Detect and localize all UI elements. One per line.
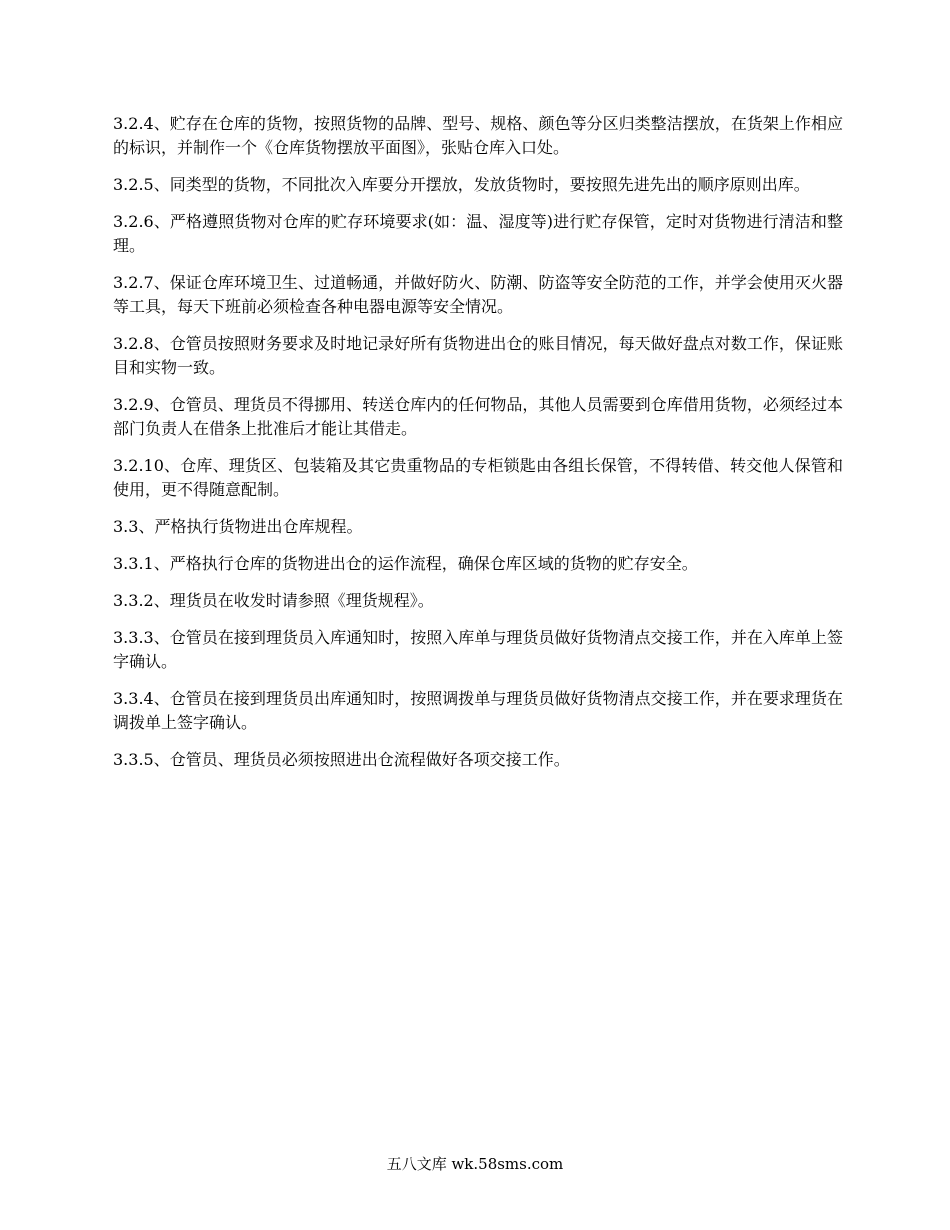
paragraph-3-3-5: 3.3.5、仓管员、理货员必须按照进出仓流程做好各项交接工作。: [113, 750, 570, 769]
paragraph-3-2-4: 3.2.4、贮存在仓库的货物，按照货物的品牌、型号、规格、颜色等分区归类整洁摆放，在货架上作相应的标识，并制作一个《仓库货物摆放平面图》，张贴仓库入口处。: [113, 114, 843, 157]
paragraph-3-2-10: 3.2.10、仓库、理货区、包装箱及其它贵重物品的专柜锁匙由各组长保管，不得转借、转交他人保管和使用，更不得随意配制。: [113, 456, 843, 499]
paragraph-3-2-6: 3.2.6、严格遵照货物对仓库的贮存环境要求(如：温、湿度等)进行贮存保管，定时对货物进行清洁和整理。: [113, 212, 843, 255]
document-body: [113, 112, 843, 785]
paragraph-3-2-7: 3.2.7、保证仓库环境卫生、过道畅通，并做好防火、防潮、防盗等安全防范的工作，并学会使用灭火器等工具，每天下班前必须检查各种电器电源等安全情况。: [113, 273, 843, 316]
paragraph-3-3-4: 3.3.4、仓管员在接到理货员出库通知时，按照调拨单与理货员做好货物清点交接工作，并在要求理货在调拨单上签字确认。: [113, 689, 843, 732]
paragraph-3-2-9: 3.2.9、仓管员、理货员不得挪用、转送仓库内的任何物品，其他人员需要到仓库借用货物，必须经过本部门负责人在借条上批准后才能让其借走。: [113, 395, 843, 438]
paragraph-3-3-3: 3.3.3、仓管员在接到理货员入库通知时，按照入库单与理货员做好货物清点交接工作，并在入库单上签字确认。: [113, 628, 843, 671]
paragraph-3-3-2: 3.3.2、理货员在收发时请参照《理货规程》。: [113, 591, 434, 610]
page-footer: 五八文库 wk.58sms.com: [386, 1155, 564, 1173]
paragraph-3-3-1: 3.3.1、严格执行仓库的货物进出仓的运作流程，确保仓库区域的货物的贮存安全。: [113, 554, 698, 573]
paragraph-3-2-5: 3.2.5、同类型的货物，不同批次入库要分开摆放，发放货物时，要按照先进先出的顺序原则出库。: [113, 175, 810, 194]
paragraph-3-2-8: 3.2.8、仓管员按照财务要求及时地记录好所有货物进出仓的账目情况，每天做好盘点对数工作，保证账目和实物一致。: [113, 334, 843, 377]
paragraph-3-3: 3.3、严格执行货物进出仓库规程。: [113, 517, 363, 536]
